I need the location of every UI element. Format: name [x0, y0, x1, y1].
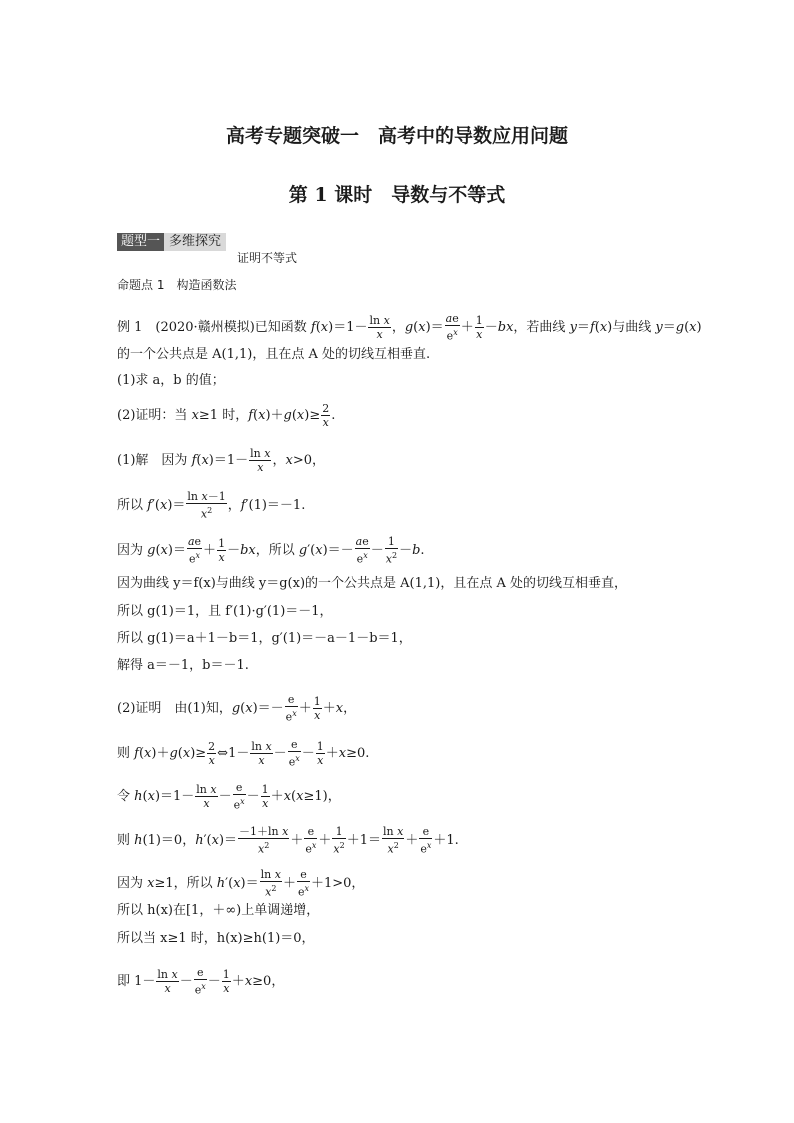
- main-title: 高考专题突破一 高考中的导数应用问题: [225, 125, 568, 147]
- line-5: 所以 f′(x)＝ $\frac{\text{ln x－1}}{x^2}$ ，f′(1)＝－1.: [117, 490, 306, 521]
- line-11: (2)证明 由(1)知，g(x)＝－ $\frac{e}{e^x}$ ＋ $\frac{1}{x}$ ＋x，: [117, 693, 357, 724]
- line-3: (2)证明：当 x≥1 时，f(x)＋g(x)≥ $\frac{2}{x}$ .: [117, 402, 336, 429]
- line-12: 则 f(x)＋g(x)≥ $\frac{2}{x}$ ⇔1－ $\frac{\text{ln x}}{x}$ － $\frac{e}{e^x}$ － $\frac{1}{x}$ ＋x≥0.: [117, 738, 370, 769]
- lesson-title: 第 1 课时 导数与不等式: [288, 184, 506, 206]
- line-13: 令 h(x)＝1－ $\frac{\text{ln x}}{x}$ － $\frac{e}{e^x}$ － $\frac{1}{x}$ ＋x(x≥1)，: [117, 781, 341, 812]
- line-17: 所以当 x≥1 时，h(x)≥h(1)＝0，: [117, 931, 315, 946]
- line-18: 即 1－ $\frac{\text{ln x}}{x}$ － $\frac{e}{e^x}$ － $\frac{1}{x}$ ＋x≥0，: [117, 966, 285, 997]
- section-tag-light: 多维探究: [164, 233, 226, 251]
- line-8: 所以 g(1)＝1，且 f′(1)·g′(1)＝－1，: [117, 604, 333, 619]
- line-7: 因为曲线 y＝f(x)与曲线 y＝g(x)的一个公共点是 A(1,1)，且在点 A 处的切线互相垂直，: [117, 576, 628, 591]
- line-1: 的一个公共点是 A(1,1)，且在点 A 处的切线互相垂直.: [117, 347, 431, 362]
- line-15: 因为 x≥1，所以 h′(x)＝ $\frac{\text{ln x}}{x^2}$ ＋ $\frac{e}{e^x}$ ＋1>0，: [117, 868, 365, 899]
- section-tag-dark: 题型一: [117, 233, 164, 251]
- topic-heading: 证明不等式: [237, 251, 298, 265]
- section-tag: [117, 233, 226, 251]
- line-10: 解得 a＝－1，b＝－1.: [117, 658, 249, 673]
- subpoint-heading: 命题点 1 构造函数法: [117, 278, 237, 292]
- line-2: (1)求 a，b 的值；: [117, 373, 225, 388]
- line-9: 所以 g(1)＝a＋1－b＝1，g′(1)＝－a－1－b＝1，: [117, 631, 412, 646]
- example-statement: 例 1 (2020·赣州模拟)已知函数 f(x)＝1－ $\frac{\text{ln x}}{x}$ ，g(x)＝ $\frac{ae}{e^x}$ ＋ $\frac{1}{x}$ －bx，若曲线 y＝f(x)与曲线 y＝g(x): [117, 312, 702, 343]
- line-4: (1)解 因为 f(x)＝1－ $\frac{\text{ln x}}{x}$ ，x>0，: [117, 447, 325, 474]
- line-16: 所以 h(x)在[1，＋∞)上单调递增，: [117, 903, 320, 918]
- line-14: 则 h(1)＝0，h′(x)＝ $\frac{\text{－1＋ln x}}{x^2}$ ＋ $\frac{e}{e^x}$ ＋ $\frac{1}{x^2}$ ＋1＝ $\frac{\text{ln x}}{x^2}$ ＋ $\frac{e}{e^x}$ ＋1.: [117, 825, 459, 856]
- line-6: 因为 g(x)＝ $\frac{ae}{e^x}$ ＋ $\frac{1}{x}$ －bx，所以 g′(x)＝－ $\frac{ae}{e^x}$ － $\frac{1}{x^2}$ －b.: [117, 535, 425, 566]
